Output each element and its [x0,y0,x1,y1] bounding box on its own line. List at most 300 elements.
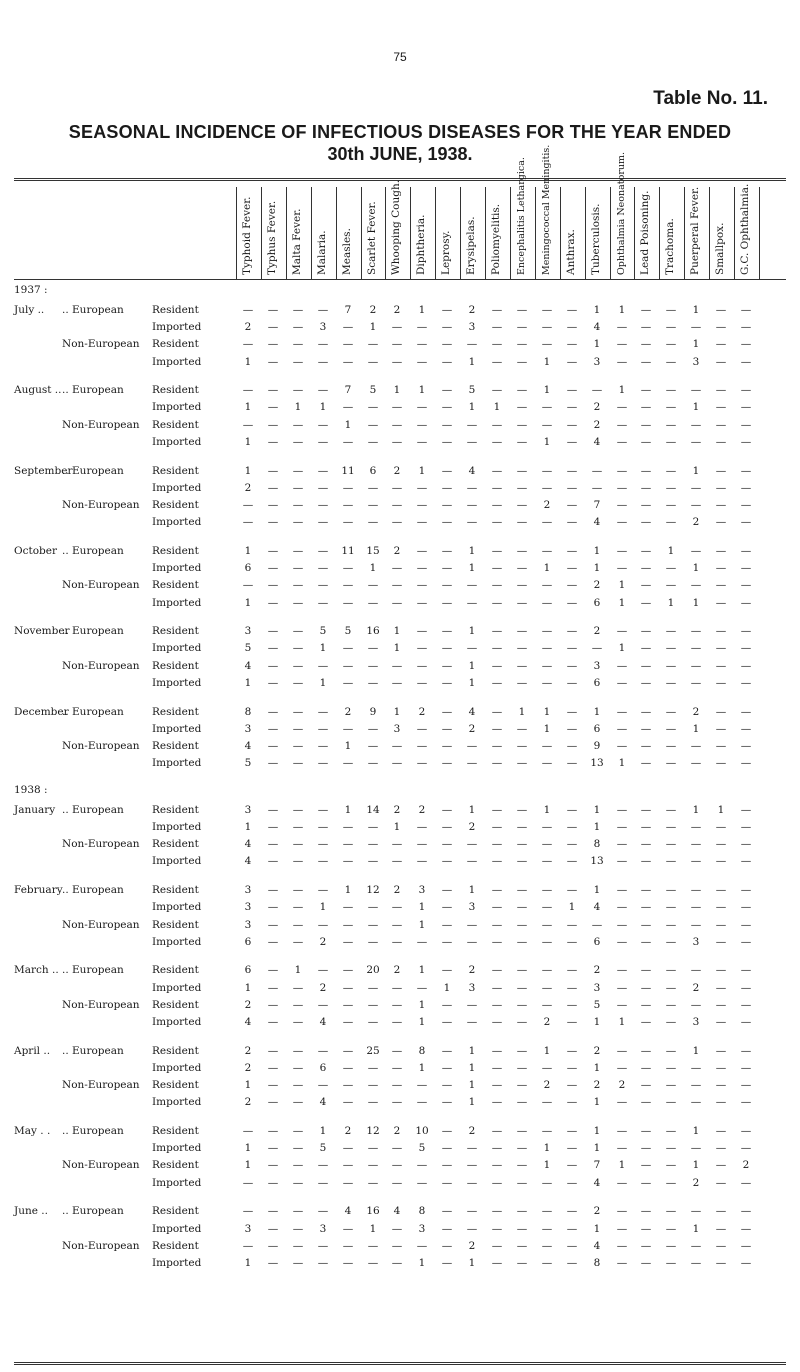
cell-value: — [391,936,403,948]
cell-value: — [516,1096,528,1108]
cell-value: 3 [692,356,700,368]
case-kind: Imported [152,356,202,368]
cell-value: 8 [593,1257,601,1269]
cell-value: 1 [692,562,700,574]
cell-value: — [267,884,279,896]
column-divider [560,187,561,279]
cell-value: — [541,304,553,316]
cell-value: — [391,919,403,931]
cell-value: 1 [593,338,601,350]
table-row [0,497,800,514]
cell-value: — [391,1142,403,1154]
cell-value: — [441,1125,453,1137]
cell-value: — [342,499,354,511]
case-kind: Resident [152,964,199,976]
cell-value: 1 [319,1125,327,1137]
cell-value: — [516,999,528,1011]
cell-value: — [292,597,304,609]
cell-value: — [516,562,528,574]
cell-value: 14 [366,804,380,816]
cell-value: — [640,706,652,718]
cell-value: — [416,625,428,637]
cell-value: — [441,1142,453,1154]
cell-value: 1 [618,757,626,769]
cell-value: — [342,936,354,948]
cell-value: — [665,516,677,528]
cell-value: — [267,1205,279,1217]
cell-value: — [740,419,752,431]
cell-value: — [541,1062,553,1074]
cell-value: — [740,465,752,477]
cell-value: — [516,482,528,494]
cell-value: — [591,465,603,477]
cell-value: — [441,499,453,511]
cell-value: — [740,855,752,867]
cell-value: — [391,1159,403,1171]
cell-value: — [267,804,279,816]
cell-value: — [616,1045,628,1057]
cell-value: 1 [667,545,675,557]
cell-value: — [640,1177,652,1189]
cell-value: — [541,838,553,850]
cell-value: — [541,901,553,913]
cell-value: — [267,516,279,528]
cell-value: — [491,1096,503,1108]
cell-value: — [466,597,478,609]
cell-value: 4 [593,516,601,528]
cell-value: — [342,516,354,528]
cell-value: 2 [369,304,377,316]
case-kind: Imported [152,436,202,448]
cell-value: — [391,660,403,672]
cell-value: — [292,821,304,833]
cell-value: 4 [344,1205,352,1217]
cell-value: — [566,855,578,867]
cell-value: 1 [418,1062,426,1074]
cell-value: — [367,1177,379,1189]
cell-value: — [566,740,578,752]
cell-value: — [690,482,702,494]
cell-value: — [491,1125,503,1137]
cell-value: — [566,465,578,477]
cell-value: — [740,1045,752,1057]
cell-value: — [342,482,354,494]
month-label: December [14,706,69,718]
cell-value: — [740,642,752,654]
cell-value: — [740,356,752,368]
cell-value: — [740,1177,752,1189]
cell-value: 12 [366,1125,380,1137]
cell-value: — [367,597,379,609]
case-kind: Resident [152,304,199,316]
cell-value: — [342,1223,354,1235]
cell-value: 1 [319,642,327,654]
cell-value: — [491,677,503,689]
case-kind: Resident [152,1240,199,1252]
cell-value: — [317,516,329,528]
cell-value: — [441,838,453,850]
column-divider [385,187,386,279]
cell-value: — [391,338,403,350]
cell-value: — [690,1240,702,1252]
cell-value: 1 [418,901,426,913]
cell-value: 1 [319,677,327,689]
cell-value: 1 [468,401,476,413]
cell-value: — [391,1079,403,1091]
cell-value: — [740,1223,752,1235]
cell-value: — [342,1016,354,1028]
cell-value: — [640,562,652,574]
cell-value: — [516,1257,528,1269]
table-row [0,595,800,612]
cell-value: — [491,384,503,396]
cell-value: — [640,919,652,931]
cell-value: 1 [244,401,252,413]
cell-value: — [367,1062,379,1074]
cell-value: — [740,1096,752,1108]
cell-value: — [317,465,329,477]
cell-value: — [690,884,702,896]
cell-value: 1 [468,1062,476,1074]
cell-value: — [690,821,702,833]
cell-value: — [715,436,727,448]
cell-value: — [242,1177,254,1189]
month-label: January [14,804,56,816]
cell-value: — [466,642,478,654]
cell-value: — [292,419,304,431]
cell-value: — [317,1079,329,1091]
cell-value: — [441,1079,453,1091]
cell-value: — [715,356,727,368]
column-header: Measles. [341,228,353,275]
cell-value: — [566,1240,578,1252]
cell-value: — [391,1096,403,1108]
cell-value: — [690,321,702,333]
cell-value: — [317,562,329,574]
cell-value: — [665,919,677,931]
cell-value: — [292,1257,304,1269]
cell-value: 4 [393,1205,401,1217]
cell-value: — [665,356,677,368]
cell-value: — [616,1125,628,1137]
cell-value: — [292,436,304,448]
cell-value: — [516,321,528,333]
cell-value: — [665,625,677,637]
case-kind: Resident [152,1125,199,1137]
cell-value: — [690,419,702,431]
cell-value: — [342,1257,354,1269]
cell-value: 4 [593,1177,601,1189]
cell-value: — [242,579,254,591]
header-rule [14,279,786,280]
column-header: Malta Fever. [291,208,303,275]
cell-value: — [690,1096,702,1108]
cell-value: — [416,936,428,948]
cell-value: 1 [294,964,302,976]
cell-value: 7 [593,1159,601,1171]
cell-value: — [616,1223,628,1235]
cell-value: — [267,999,279,1011]
cell-value: — [292,936,304,948]
month-label: October [14,545,57,557]
table-row [0,577,800,594]
cell-value: — [441,1223,453,1235]
cell-value: — [690,919,702,931]
cell-value: — [292,1096,304,1108]
cell-value: — [541,982,553,994]
cell-value: — [715,936,727,948]
population-group: Non-European [62,579,140,591]
cell-value: — [665,723,677,735]
cell-value: — [317,855,329,867]
cell-value: 1 [593,706,601,718]
cell-value: 9 [369,706,377,718]
cell-value: 2 [742,1159,750,1171]
cell-value: — [616,562,628,574]
cell-value: — [391,855,403,867]
cell-value: — [317,838,329,850]
case-kind: Resident [152,625,199,637]
cell-value: — [292,677,304,689]
table-row [0,640,800,657]
cell-value: — [740,1016,752,1028]
cell-value: — [342,855,354,867]
cell-value: — [292,338,304,350]
cell-value: — [441,804,453,816]
cell-value: — [516,936,528,948]
cell-value: 1 [369,321,377,333]
population-group: Non-European [62,1079,140,1091]
cell-value: — [267,1096,279,1108]
cell-value: — [541,1177,553,1189]
cell-value: — [491,706,503,718]
cell-value: 16 [366,625,380,637]
cell-value: — [616,1240,628,1252]
cell-value: 4 [593,901,601,913]
cell-value: — [715,1159,727,1171]
cell-value: — [690,579,702,591]
cell-value: — [466,338,478,350]
cell-value: — [292,855,304,867]
year-label: 1937 : [14,284,48,296]
cell-value: 1 [618,1016,626,1028]
cell-value: — [466,499,478,511]
cell-value: — [516,499,528,511]
cell-value: 1 [244,436,252,448]
month-label: July .. [14,304,45,316]
cell-value: — [640,855,652,867]
cell-value: — [342,838,354,850]
table-row [0,463,800,480]
cell-value: 1 [393,642,401,654]
cell-value: — [292,482,304,494]
cell-value: — [665,740,677,752]
cell-value: — [516,516,528,528]
cell-value: — [715,465,727,477]
cell-value: — [441,999,453,1011]
cell-value: — [591,482,603,494]
cell-value: 4 [244,660,252,672]
cell-value: — [616,884,628,896]
cell-value: — [640,338,652,350]
cell-value: — [342,1240,354,1252]
cell-value: — [416,1240,428,1252]
cell-value: — [491,740,503,752]
cell-value: 2 [543,1016,551,1028]
cell-value: — [715,1142,727,1154]
cell-value: — [516,757,528,769]
cell-value: — [267,821,279,833]
cell-value: — [566,545,578,557]
cell-value: — [665,884,677,896]
cell-value: — [267,401,279,413]
cell-value: — [640,384,652,396]
cell-value: — [566,1096,578,1108]
cell-value: — [416,757,428,769]
table-row [0,721,800,738]
cell-value: 1 [543,723,551,735]
cell-value: 1 [618,579,626,591]
cell-value: — [267,356,279,368]
cell-value: — [740,1125,752,1137]
cell-value: — [466,579,478,591]
cell-value: — [640,579,652,591]
cell-value: — [640,642,652,654]
cell-value: — [491,1016,503,1028]
cell-value: 1 [468,677,476,689]
cell-value: — [740,625,752,637]
cell-value: — [665,1062,677,1074]
cell-value: — [715,1045,727,1057]
column-header: G.C. Ophthalmia. [739,183,751,275]
cell-value: — [367,499,379,511]
column-divider [410,187,411,279]
month-label: August .. [14,384,62,396]
cell-value: 1 [418,465,426,477]
cell-value: — [715,1177,727,1189]
cell-value: — [616,999,628,1011]
cell-value: — [466,1223,478,1235]
column-divider [311,187,312,279]
cell-value: — [516,1159,528,1171]
cell-value: — [466,838,478,850]
cell-value: — [292,1125,304,1137]
cell-value: 2 [593,1045,601,1057]
cell-value: — [491,545,503,557]
cell-value: 1 [543,1045,551,1057]
cell-value: 1 [468,562,476,574]
cell-value: — [640,1240,652,1252]
cell-value: — [317,499,329,511]
cell-value: 4 [244,855,252,867]
cell-value: — [516,804,528,816]
cell-value: 2 [692,1177,700,1189]
cell-value: — [616,356,628,368]
table-row [0,1140,800,1157]
cell-value: — [367,1079,379,1091]
table-row [0,480,800,497]
cell-value: — [566,838,578,850]
column-header: Ophthalmia Neonatorum. [616,151,627,275]
cell-value: — [516,855,528,867]
cell-value: 4 [319,1016,327,1028]
cell-value: — [267,642,279,654]
cell-value: 2 [244,321,252,333]
cell-value: — [665,1045,677,1057]
cell-value: 1 [468,545,476,557]
cell-value: 2 [468,821,476,833]
cell-value: — [740,384,752,396]
case-kind: Resident [152,740,199,752]
cell-value: — [715,304,727,316]
cell-value: 1 [543,384,551,396]
cell-value: — [267,740,279,752]
cell-value: — [267,625,279,637]
cell-value: — [740,740,752,752]
cell-value: 5 [319,1142,327,1154]
cell-value: — [690,642,702,654]
cell-value: — [416,1159,428,1171]
cell-value: — [441,338,453,350]
cell-value: — [466,482,478,494]
cell-value: — [566,1045,578,1057]
cell-value: — [267,579,279,591]
cell-value: — [665,1079,677,1091]
cell-value: — [715,1257,727,1269]
cell-value: — [715,1062,727,1074]
cell-value: — [491,625,503,637]
cell-value: — [491,821,503,833]
cell-value: — [441,1096,453,1108]
cell-value: — [267,1177,279,1189]
cell-value: 11 [341,465,355,477]
population-group: .. European [62,706,124,718]
cell-value: — [441,516,453,528]
cell-value: — [491,1045,503,1057]
page-number: 75 [393,50,407,64]
cell-value: — [292,740,304,752]
cell-value: — [665,821,677,833]
cell-value: — [541,855,553,867]
cell-value: — [367,338,379,350]
cell-value: 1 [692,804,700,816]
cell-value: 1 [468,1257,476,1269]
table-row [0,675,800,692]
cell-value: — [640,1159,652,1171]
cell-value: — [541,597,553,609]
cell-value: — [391,740,403,752]
cell-value: — [616,804,628,816]
cell-value: 2 [593,625,601,637]
table-row [0,755,800,772]
column-header: Whooping Cough. [390,179,402,275]
cell-value: — [516,401,528,413]
cell-value: — [416,516,428,528]
cell-value: — [715,338,727,350]
cell-value: — [541,660,553,672]
cell-value: — [616,482,628,494]
cell-value: — [416,545,428,557]
cell-value: 1 [543,1159,551,1171]
cell-value: — [317,597,329,609]
cell-value: 1 [543,562,551,574]
case-kind: Resident [152,660,199,672]
cell-value: — [267,1045,279,1057]
cell-value: — [441,436,453,448]
table-row [0,1077,800,1094]
table-row [0,1094,800,1111]
table-row [0,417,800,434]
